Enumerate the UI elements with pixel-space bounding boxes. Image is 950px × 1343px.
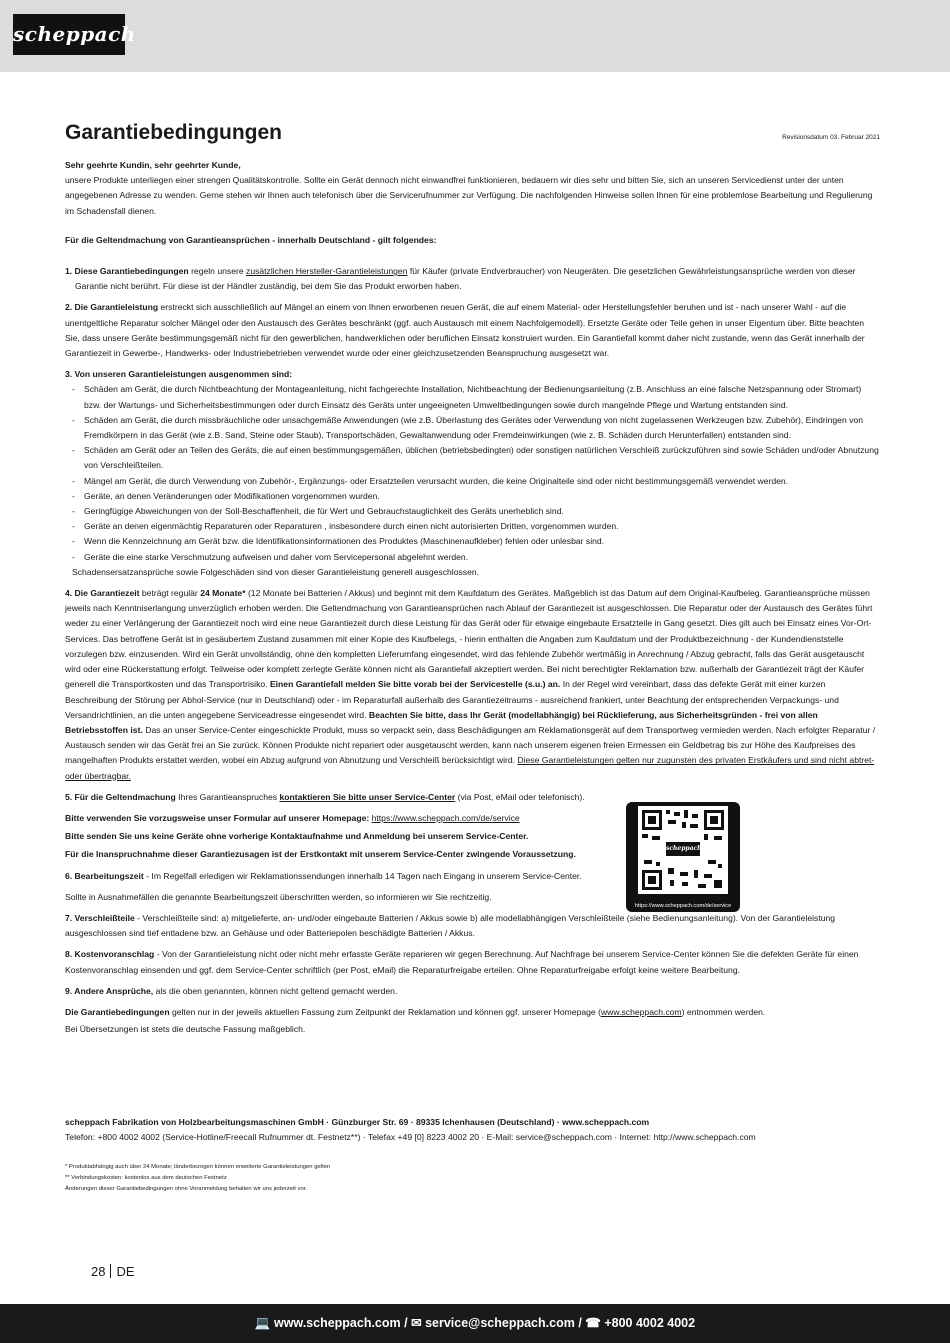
service-form-line: Bitte verwenden Sie vorzugsweise unser Formular auf unserer Homepage: https://www.scheppach.com/de/service <box>65 812 520 823</box>
qr-scheppach-logo: scheppach <box>666 842 700 856</box>
exclusion-list <box>65 382 880 564</box>
page-divider <box>110 1264 111 1278</box>
mail-icon: ✉ <box>411 1316 422 1330</box>
company-address: scheppach Fabrikation von Holzbearbeitungsmaschinen GmbH · Günzburger Str. 69 · 89335 Ichenhausen (Deutschland) · www.scheppach.com <box>65 1117 650 1127</box>
section-5: 5. Für die Geltendmachung Ihres Garantieanspruches kontaktieren Sie bitte unser Service-Center (via Post, eMail oder telefonisch). <box>65 791 585 802</box>
list-item: - Schäden am Gerät, die durch missbräuchliche oder unsachgemäße Anwendungen (wie z.B. Überlastung des Gerätes oder Verwendung von nicht zugelassenen Werkzeugen bzw. Zubehör), Eindringen von Fremdkörpern in das Gerät (wie z.B. Sand, Steine oder Staub), Transportschäden, Gewaltanwendung oder Fremdeinwirkungen (wie z. B. Schäden durch Herunterfallen) entstanden sind. <box>65 413 880 443</box>
section-6-cont: Sollte in Ausnahmefällen die genannte Bearbeitungszeit überschritten werden, so informieren wir Sie rechtzeitig. <box>65 891 492 902</box>
list-item: - Geräte an denen eigenmächtig Reparaturen oder Reparaturen , insbesondere durch einen nicht autorisierten Dritten, vorgenommen wurden. <box>65 519 880 534</box>
email-link[interactable]: service@scheppach.com <box>425 1316 575 1330</box>
scope-heading: Für die Geltendmachung von Garantieansprüchen - innerhalb Deutschland - gilt folgendes: <box>65 234 437 245</box>
website-link[interactable]: www.scheppach.com <box>273 1316 401 1330</box>
intro-paragraph: unsere Produkte unterliegen einer strengen Qualitätskontrolle. Sollte ein Gerät dennoch nicht einwandfrei funktionieren, bedauern wir dies sehr und bitten Sie, sich an unseren Servicedienst unter der unten angegebenen Adresse zu wenden. Gerne stehen wir Ihnen auch telefonisch über die Servicerufnummer zur Verfügung. Die nachfolgenden Hinweise sollen Ihnen für eine problemlose Bearbeitung und Regulierung im Schadensfall dienen. <box>65 175 873 216</box>
section-2: 2. Die Garantieleistung erstreckt sich ausschließlich auf Mängel an einem von Ihnen erworbenen neuen Gerät, die auf einem Material- oder Herstellungsfehler beruhen und ist - nach unserer Wahl - auf die unentgeltliche Reparatur solcher Mängel oder den Austausch des Gerätes beschränkt (ggf. auch Austausch mit einem Nachfolgemodell). Ersetzte Geräte oder Teile gehen in unser Eigentum über. Bitte beachten Sie, dass unsere Geräte bestimmungsgemäß nicht für den gewerblichen, handwerklichen oder beruflichen Einsatz konstruiert wurden. Ein Garantiefall kommt daher nicht zustande, wenn das Gerät innerhalb der Garantiezeit in Gewerbe-, Handwerks- oder Industriebetrieben verwendet wurde oder einer gleichzusetzenden Beanspruchung ausgesetzt war. <box>65 302 865 359</box>
list-item: - Geräte die eine starke Verschmutzung aufweisen und daher vom Servicepersonal abgelehnt werden. <box>65 550 880 565</box>
computer-icon: 💻 <box>254 1316 271 1330</box>
list-item: - Schäden am Gerät oder an Teilen des Geräts, die auf einen bestimmungsgemäßen, üblichen (betriebsbedingten) oder sonstigen natürlichen Verschleiß zurückzuführen sind sowie Schäden und/oder Abnutzung von Verschleißteilen. <box>65 443 880 473</box>
footnote: ** Verbindungskosten: kostenlos aus dem deutschen Festnetz <box>65 1175 227 1181</box>
service-link[interactable]: https://www.scheppach.com/de/service <box>371 812 520 823</box>
no-devices-line: Bitte senden Sie uns keine Geräte ohne vorherige Kontaktaufnahme und Anmeldung bei unserem Service-Center. <box>65 831 529 842</box>
list-item: - Wenn die Kennzeichnung am Gerät bzw. die Identifikationsinformationen des Produktes (Maschinenaufkleber) fehlen oder unlesbar sind. <box>65 534 880 549</box>
section-8: 8. Kostenvoranschlag - Von der Garantieleistung nicht oder nicht mehr erfasste Geräte reparieren wir gegen Berechnung. Auf Nachfrage bei unserem Service-Center können Sie die defekten Geräte für einen Kostenvoranschlag einsenden und ggf. dem Service-Center schriftlich (per Post, eMail) die Reparaturfreigabe erteilen. Ohne Reparaturfreigabe erfolgt keine weitere Bearbeitung. <box>65 949 859 975</box>
section-1: 1. Diese Garantiebedingungen regeln unsere zusätzlichen Hersteller-Garantieleistungen für Käufer (private Endverbraucher) von Neugeräten. Die gesetzlichen Gewährleistungsansprüche werden von dieser <box>65 266 856 277</box>
page-title: Garantiebedingungen <box>65 121 283 144</box>
section-7: 7. Verschleißteile - Verschleißteile sind: a) mitgelieferte, an- und/oder eingebaute Batterien / Akkus sowie b) alle modellabhängigen Verschleißteile (siehe Bedienungsanleitung). Von der Garantieleistung ausgeschlossen sind tief entladene bzw. an Gehäuse und oder Batteriepolen beschädigte Batterien / Akkus. <box>65 912 836 939</box>
warranty-content <box>65 158 880 1037</box>
qr-code-pattern <box>638 806 728 894</box>
list-item: - Geräte, an denen Veränderungen oder Modifikationen vorgenommen wurden. <box>65 489 880 504</box>
homepage-link[interactable]: www.scheppach.com <box>600 1006 682 1017</box>
section-4: 4. Die Garantiezeit beträgt regulär 24 Monate* (12 Monate bei Batterien / Akkus) und beginnt mit dem Kaufdatum des Gerätes. Maßgeblich ist das Datum auf dem Original-Kaufbeleg. Garantieansprüche müssen jeweils nach Kenntniserlangung unverzüglich erhoben werden. Die Geltendmachung von Garantieansprüchen nach Ablauf der Garantiezeit ist ausgeschlossen. Die Reparatur oder der Austausch des Gerätes führt weder zu einer Verlängerung der Garantiezeit noch wird eine neue Garantiezeit durch diese Leistung für das Gerät oder für etwaige eingebaute Ersatzteile in Gang gesetzt. Dies gilt auch bei Einsatz eines Vor-Ort-Services. Das betroffene Gerät ist in gesäubertem Zustand zusammen mit einer Kopie des Kaufbelegs, - hierin enthalten die Angaben zum Kaufdatum und der Produktbezeichnung - der Kundendienststelle vorzulegen bzw. einzusenden. Wird ein Gerät unvollständig, ohne den kompletten Lieferumfang eingesendet, wird das fehlende Zubehör wertmäßig in Anrechnung / Abzug gebracht, falls das Gerät ausgetauscht wird oder eine Rückerstattung erfolgt. Teilweise oder komplett zerlegte Geräte können nicht als Garantiefall akzeptiert werden. Bei nicht berechtigter Reklamation bzw. außerhalb der Garantiezeit trägt der Käufer generell die Transportkosten und das Transportrisiko. Einen Garantiefall melden Sie bitte vorab bei der Servicestelle (s.u.) an. In der Regel wird vereinbart, dass das defekte Gerät mit einer kurzen Beschreibung der Störung per Abhol-Service (nur in Deutschland) oder - im Reparaturfall außerhalb des Garantiezeitraums - ausreichend frankiert, unter Beachtung der entsprechenden Verpackungs- und Versandrichtlinien, an die unten angegebene Serviceadresse eingesendet wird. Beachten Sie bitte, dass Ihr Gerät (modellabhängig) bei Rücklieferung, aus Sicherheitsgründen - frei von allen Betriebsstoffen ist. Das an unser Service-Center eingeschickte Produkt, muss so verpackt sein, dass Beschädigungen am Reklamationsgerät auf dem Transportweg vermieden werden. Nach erfolgter Reparatur / Austausch senden wir das Gerät frei an Sie zurück. Können Produkte nicht repariert oder ausgetauscht werden, kann nach unserem eigenen freien Ermessen ein Geldbetrag bis zur Höhe des Kaufpreises des mangelhaften Produkts erstattet werden, wobei ein Abzug aufgrund von Abnutzung und Verschleiß berücksichtigt wird. Diese Garantieleistungen gelten nur zugunsten des privaten Erstkäufers und sind nicht abtret- oder übertragbar. <box>65 588 876 781</box>
list-item: - Geringfügige Abweichungen von der Soll-Beschaffenheit, die für Wert und Gebrauchstauglichkeit des Geräts unerheblich sind. <box>65 504 880 519</box>
section-3-title: 3. Von unseren Garantieleistungen ausgenommen sind: <box>65 369 293 380</box>
footnote: * Produktabhängig auch über 24 Monate; länderbezogen können erweiterte Garantieleistungen gelten <box>65 1164 331 1170</box>
contact-footer-bar: 💻 www.scheppach.com / ✉ service@scheppach.com / ☎ +800 4002 4002 <box>0 1304 950 1343</box>
footnote: Änderungen dieser Garantiebedingungen ohne Voranmeldung behalten wir uns jederzeit vor. <box>65 1186 308 1192</box>
translation-note: Bei Übersetzungen ist stets die deutsche Fassung maßgeblich. <box>65 1024 306 1035</box>
list-item: - Schäden am Gerät, die durch Nichtbeachtung der Montageanleitung, nicht fachgerechte Installation, Nichtbeachtung der Bedienungsanleitung (z.B. Anschluss an eine falsche Netzspannung oder Stromart) bzw. der Wartungs- und Sicherheitsbestimmungen oder durch Einsatz des Geräts unter ungeeigneten Umweltbedingungen sowie durch mangelnde Pflege und Wartung entstanden sind. <box>65 382 880 412</box>
validity-paragraph: Die Garantiebedingungen gelten nur in der jeweils aktuellen Fassung zum Zeitpunkt der Reklamation und können ggf. unserer Homepage (www.scheppach.com) entnommen werden. <box>65 1006 766 1017</box>
section-6: 6. Bearbeitungszeit - Im Regelfall erledigen wir Reklamationssendungen innerhalb 14 Tagen nach Eingang in unserem Service-Center. <box>65 870 582 881</box>
company-info <box>65 1115 895 1145</box>
section-9: 9. Andere Ansprüche, als die oben genannten, können nicht geltend gemacht werden. <box>65 985 398 996</box>
scheppach-logo[interactable]: scheppach <box>13 14 125 55</box>
page-number: 28 DE <box>91 1264 135 1279</box>
list-item: - Mängel am Gerät, die durch Verwendung von Zubehör-, Ergänzungs- oder Ersatzteilen verursacht wurden, die keine Originalteile sind oder nicht bestimmungsgemäß verwendet werden. <box>65 474 880 489</box>
greeting: Sehr geehrte Kundin, sehr geehrter Kunde, <box>65 160 241 170</box>
company-contact: Telefon: +800 4002 4002 (Service-Hotline/Freecall Rufnummer dt. Festnetz**) · Telefax +49 [0] 8223 4002 20 · E-Mail: service@scheppach.com · Internet: http://www.scheppach.com <box>65 1132 756 1142</box>
section-1-cont: Garantie nicht berührt. Für diese ist der Händler zuständig, bei dem Sie das Produkt erworben haben. <box>75 281 462 292</box>
phone-number[interactable]: +800 4002 4002 <box>604 1316 696 1330</box>
phone-icon: ☎ <box>585 1316 601 1330</box>
footnotes <box>65 1162 665 1195</box>
revision-date: Revisionsdatum 03. Februar 2021 <box>782 134 880 141</box>
qr-url-label: https://www.scheppach.com/de/service <box>634 903 732 909</box>
section-3-footer: Schadensersatzansprüche sowie Folgeschäden sind von dieser Garantieleistung generell ausgeschlossen. <box>72 566 480 577</box>
header-bar <box>0 0 950 72</box>
first-contact-line: Für die Inanspruchnahme dieser Garantiezusagen ist der Erstkontakt mit unserem Service-Center zwingende Voraussetzung. <box>65 849 576 860</box>
service-qr-code[interactable] <box>626 802 740 912</box>
